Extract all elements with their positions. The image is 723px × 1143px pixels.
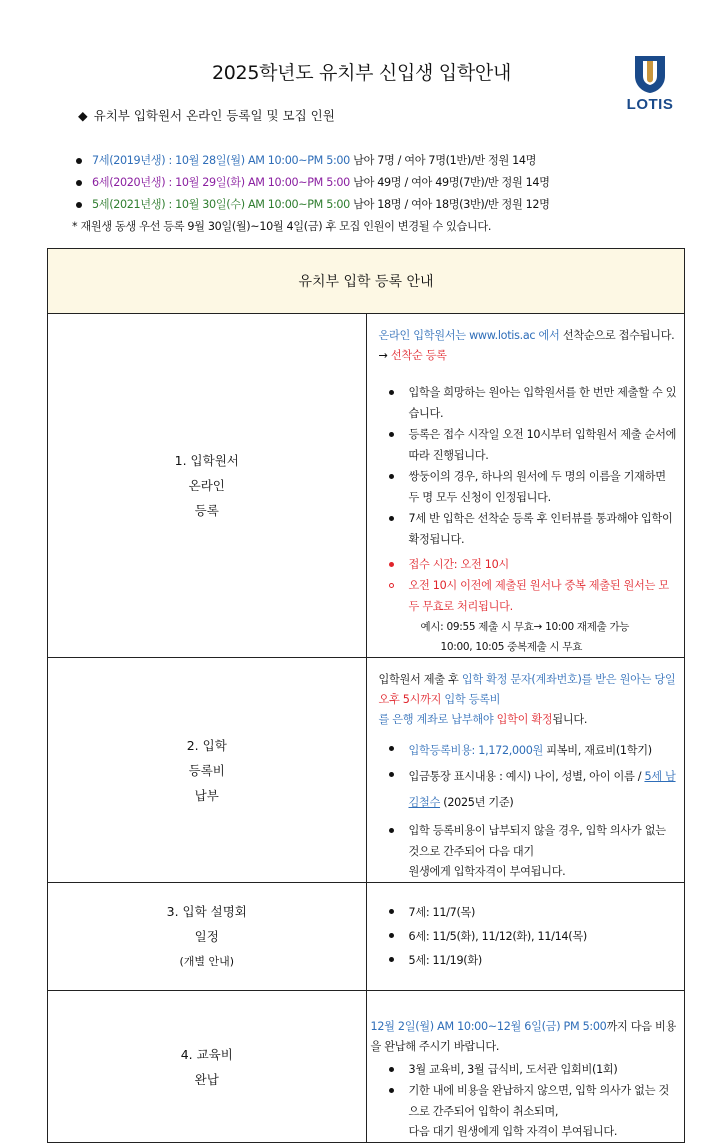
tuition-warning-cont: 다음 대기 원생에게 입학 자격이 부여됩니다. — [408, 1125, 618, 1138]
list-item: 오전 10시 이전에 제출된 원서나 중복 제출된 원서는 모두 무효로 처리됩니다. — [379, 575, 679, 617]
example-line: 10:00, 10:05 중복제출 시 무효 — [440, 641, 583, 653]
list-item: 접수 시간: 오전 10시 — [379, 554, 679, 575]
schedule-quota: 남아 7명 / 여아 7명(1반)/반 정원 14명 — [349, 154, 537, 167]
schedule-date: 5세(2021년생) : 10월 30일(수) AM 10:00~PM 5:00 — [92, 198, 350, 211]
schedule-date: 6세(2020년생) : 10월 29일(화) AM 10:00~PM 5:00 — [92, 176, 350, 189]
table-header: 유치부 입학 등록 안내 — [48, 249, 685, 314]
list-item: 7세: 11/7(목) — [379, 901, 679, 925]
list-item: 7세 반 입학은 선착순 등록 후 인터뷰를 통과해야 입학이 확정됩니다. — [379, 508, 679, 550]
schedule-row-5 — [72, 194, 682, 216]
list-item: 입학 등록비용이 납부되지 않을 경우, 입학 의사가 없는 것으로 간주되어 다음 대기 — [379, 820, 679, 862]
list-item: 입금통장 표시내용 : 예시) 나이, 성별, 아이 이름 / 5세 남 김철수 (2025년 기준) — [379, 764, 679, 816]
lotis-logo — [620, 54, 680, 113]
section-label: 4. 교육비 완납 — [48, 991, 367, 1143]
subtitle — [78, 106, 335, 124]
shield-logo-icon — [633, 54, 667, 94]
schedule-date: 7세(2019년생) : 10월 28일(월) AM 10:00~PM 5:00 — [92, 154, 350, 167]
fee-warning-cont: 원생에게 입학자격이 부여됩니다. — [408, 865, 566, 878]
section-label: 1. 입학원서 온라인 등록 — [48, 314, 367, 658]
list-item: 입학을 희망하는 원아는 입학원서를 한 번만 제출할 수 있습니다. — [379, 382, 679, 424]
section-info-session — [48, 883, 685, 991]
enrollment-table — [47, 248, 685, 1143]
schedule-row-6 — [72, 172, 682, 194]
rules-list — [379, 382, 679, 617]
list-item: 쌍둥이의 경우, 하나의 원서에 두 명의 이름을 기재하면 두 명 모두 신청이 인정됩니다. — [379, 466, 679, 508]
list-item: 기한 내에 비용을 완납하지 않으면, 입학 의사가 없는 것으로 간주되어 입학이 취소되며, — [379, 1080, 679, 1122]
section-fee-payment — [48, 658, 685, 883]
list-item: 5세: 11/19(화) — [379, 949, 679, 973]
section-content — [366, 883, 685, 991]
page-title: 2025학년도 유치부 신입생 입학안내 — [211, 62, 512, 84]
schedule-list — [72, 150, 682, 238]
diamond-bullet-icon: ◆ — [78, 108, 88, 123]
logo-text: LOTIS — [626, 96, 674, 113]
bullet-icon — [76, 158, 82, 164]
schedule-quota: 남아 49명 / 여아 49명(7반)/반 정원 14명 — [349, 176, 550, 189]
list-item: 3월 교육비, 3월 급식비, 도서관 입회비(1회) — [379, 1059, 679, 1080]
bullet-icon — [76, 202, 82, 208]
section-label: 2. 입학 등록비 납부 — [48, 658, 367, 883]
tuition-intro: 12월 2일(월) AM 10:00~12월 6일(금) PM 5:00까지 다음 비용을 완납해 주시기 바랍니다. — [370, 1020, 677, 1053]
schedule-note: * 재원생 동생 우선 등록 9월 30일(월)~10월 4일(금) 후 모집 인원이 변경될 수 있습니다. — [72, 220, 492, 233]
list-item: 입학등록비용: 1,172,000원 피복비, 재료비(1학기) — [379, 738, 679, 764]
list-item: 등록은 접수 시작일 오전 10시부터 입학원서 제출 순서에 따라 진행됩니다. — [379, 424, 679, 466]
bullet-icon — [76, 180, 82, 186]
tuition-list — [371, 1059, 679, 1122]
online-intro: 온라인 입학원서는 www.lotis.ac 에서 선착순으로 접수됩니다. → 선착순 등록 — [378, 329, 675, 362]
example-line: 예시: 09:55 제출 시 무효→ 10:00 재제출 가능 — [420, 621, 630, 633]
schedule-row-7 — [72, 150, 682, 172]
section-content — [366, 991, 685, 1143]
section-tuition — [48, 991, 685, 1143]
list-item: 6세: 11/5(화), 11/12(화), 11/14(목) — [379, 925, 679, 949]
fee-list — [379, 738, 679, 862]
section-label: 3. 입학 설명회 일정 (개별 안내) — [48, 883, 367, 991]
fee-intro: 입학원서 제출 후 입학 확정 문자(계좌번호)를 받은 원아는 당일 오후 5시까지 입학 등록비 — [378, 673, 676, 706]
section-content — [366, 314, 685, 658]
section-content — [366, 658, 685, 883]
session-list — [379, 901, 679, 973]
schedule-quota: 남아 18명 / 여아 18명(3반)/반 정원 12명 — [349, 198, 550, 211]
subtitle-text: 유치부 입학원서 온라인 등록일 및 모집 인원 — [93, 108, 335, 123]
fee-intro-2: 를 은행 계좌로 납부해야 입학이 확정됩니다. — [378, 713, 588, 726]
section-online-registration — [48, 314, 685, 658]
